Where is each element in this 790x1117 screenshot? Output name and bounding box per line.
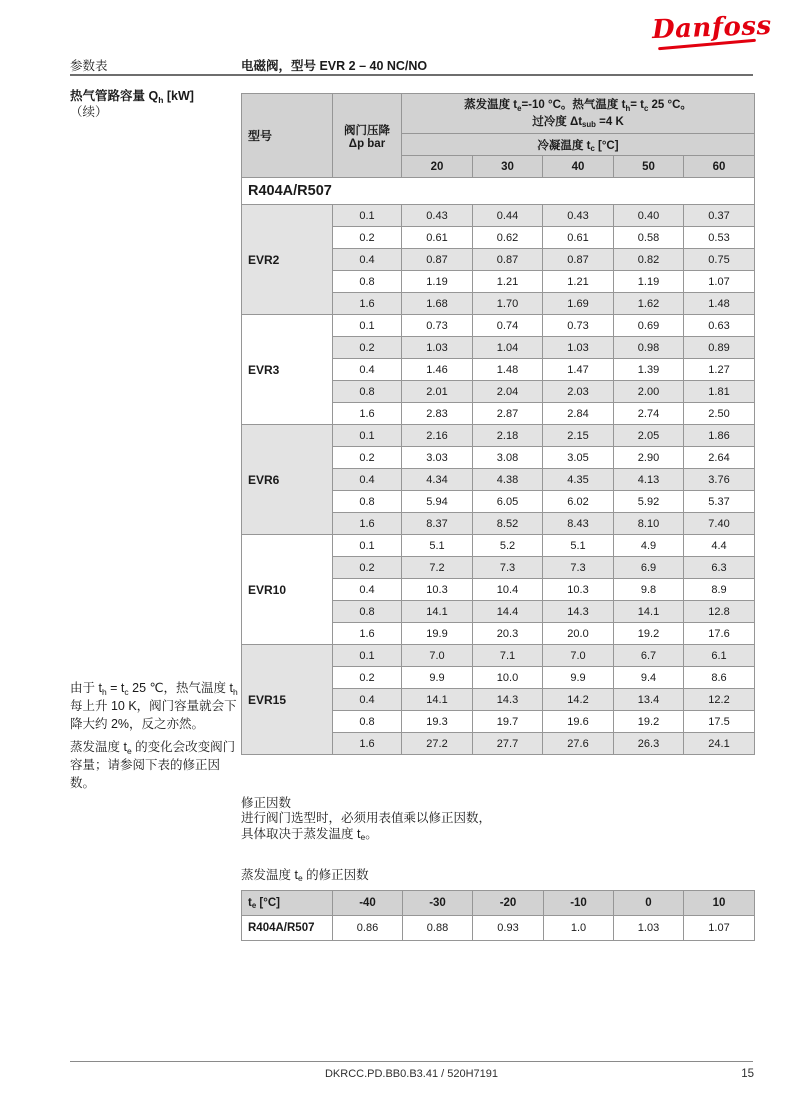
capacity-value-cell: 2.90: [614, 447, 684, 469]
pressure-drop-cell: 0.8: [333, 381, 402, 403]
capacity-value-cell: 12.8: [684, 601, 755, 623]
pressure-drop-cell: 0.2: [333, 227, 402, 249]
pressure-drop-cell: 0.2: [333, 447, 402, 469]
capacity-value-cell: 7.0: [543, 645, 614, 667]
capacity-value-cell: 9.9: [543, 667, 614, 689]
capacity-value-cell: 7.3: [543, 557, 614, 579]
correction-value-cell: 0.86: [333, 915, 403, 940]
capacity-value-cell: 0.87: [543, 249, 614, 271]
capacity-value-cell: 1.04: [473, 337, 543, 359]
capacity-value-cell: 19.9: [402, 623, 473, 645]
correction-value-cell: 1.07: [684, 915, 755, 940]
sidebar-note: [70, 679, 242, 792]
capacity-value-cell: 1.81: [684, 381, 755, 403]
capacity-value-cell: 27.6: [543, 733, 614, 755]
capacity-value-cell: 20.0: [543, 623, 614, 645]
correction-heading: 修正因数: [241, 796, 292, 810]
model-cell: EVR15: [242, 645, 333, 755]
capacity-value-cell: 2.50: [684, 403, 755, 425]
capacity-value-cell: 26.3: [614, 733, 684, 755]
capacity-value-cell: 14.3: [543, 601, 614, 623]
capacity-value-cell: 14.1: [402, 601, 473, 623]
page-header: [70, 56, 753, 74]
capacity-value-cell: 6.7: [614, 645, 684, 667]
capacity-value-cell: 7.1: [473, 645, 543, 667]
pressure-drop-cell: 0.1: [333, 205, 402, 227]
capacity-value-cell: 2.01: [402, 381, 473, 403]
temp-col-header: 50: [614, 156, 684, 178]
capacity-value-cell: 1.21: [543, 271, 614, 293]
capacity-value-cell: 4.4: [684, 535, 755, 557]
capacity-value-cell: 5.92: [614, 491, 684, 513]
capacity-value-cell: 14.2: [543, 689, 614, 711]
document-number: DKRCC.PD.BB0.B3.41 / 520H7191: [324, 1068, 499, 1080]
capacity-value-cell: 1.21: [473, 271, 543, 293]
refrigerant-section-label: R404A/R507: [242, 178, 755, 205]
capacity-value-cell: 2.18: [473, 425, 543, 447]
capacity-value-cell: 1.07: [684, 271, 755, 293]
pressure-drop-cell: 0.8: [333, 711, 402, 733]
capacity-value-cell: 2.74: [614, 403, 684, 425]
capacity-row: [242, 205, 755, 227]
capacity-value-cell: 14.3: [473, 689, 543, 711]
correction-value-cell: 0.88: [403, 915, 473, 940]
model-cell: EVR10: [242, 535, 333, 645]
capacity-value-cell: 1.48: [473, 359, 543, 381]
capacity-value-cell: 27.7: [473, 733, 543, 755]
pressure-drop-cell: 1.6: [333, 403, 402, 425]
correction-value-cell: 1.03: [614, 915, 684, 940]
te-value-header: -10: [544, 890, 614, 915]
capacity-value-cell: 1.03: [543, 337, 614, 359]
capacity-value-cell: 5.1: [402, 535, 473, 557]
model-cell: EVR2: [242, 205, 333, 315]
te-value-header: -20: [473, 890, 544, 915]
danfoss-logo: [651, 10, 773, 46]
main-content: [241, 93, 754, 941]
pressure-drop-cell: 0.8: [333, 491, 402, 513]
capacity-value-cell: 20.3: [473, 623, 543, 645]
capacity-value-cell: 19.2: [614, 711, 684, 733]
capacity-value-cell: 1.19: [402, 271, 473, 293]
capacity-value-cell: 5.37: [684, 491, 755, 513]
capacity-value-cell: 0.61: [402, 227, 473, 249]
capacity-value-cell: 6.02: [543, 491, 614, 513]
pressure-drop-cell: 0.1: [333, 535, 402, 557]
capacity-value-cell: 13.4: [614, 689, 684, 711]
capacity-value-cell: 10.3: [402, 579, 473, 601]
capacity-value-cell: 7.40: [684, 513, 755, 535]
capacity-value-cell: 8.52: [473, 513, 543, 535]
capacity-value-cell: 19.7: [473, 711, 543, 733]
capacity-value-cell: 2.87: [473, 403, 543, 425]
sidebar-note-paragraph: 由于 $t_h = t_c$ 25 ℃，热气温度 $t_h$ 每上升 10 K，阀门容量就会下降大约 2%，反之亦然。: [70, 681, 238, 731]
capacity-value-cell: 12.2: [684, 689, 755, 711]
capacity-value-cell: 5.1: [543, 535, 614, 557]
capacity-value-cell: 0.40: [614, 205, 684, 227]
capacity-value-cell: 0.58: [614, 227, 684, 249]
capacity-value-cell: 7.2: [402, 557, 473, 579]
capacity-value-cell: 1.19: [614, 271, 684, 293]
capacity-value-cell: 0.74: [473, 315, 543, 337]
capacity-value-cell: 1.03: [402, 337, 473, 359]
pressure-drop-cell: 1.6: [333, 513, 402, 535]
capacity-value-cell: 8.37: [402, 513, 473, 535]
capacity-value-cell: 1.46: [402, 359, 473, 381]
pressure-drop-label-cn: 阀门压降: [344, 124, 390, 137]
capacity-row: [242, 535, 755, 557]
capacity-value-cell: 2.15: [543, 425, 614, 447]
capacity-value-cell: 19.2: [614, 623, 684, 645]
capacity-value-cell: 5.2: [473, 535, 543, 557]
capacity-value-cell: 4.34: [402, 469, 473, 491]
capacity-row: [242, 315, 755, 337]
sidebar-note-paragraph: 蒸发温度 $t_e$ 的变化会改变阀门容量；请参阅下表的修正因数。: [70, 740, 236, 790]
pressure-drop-cell: 0.4: [333, 469, 402, 491]
danfoss-logo-text: Danfoss: [651, 10, 773, 46]
capacity-value-cell: 1.86: [684, 425, 755, 447]
capacity-continued: （续）: [70, 105, 108, 120]
capacity-value-cell: 14.4: [473, 601, 543, 623]
page-number: 15: [741, 1068, 754, 1080]
capacity-value-cell: 6.9: [614, 557, 684, 579]
te-col-header: $t_e$ [°C]: [242, 890, 333, 915]
pressure-drop-cell: 0.4: [333, 579, 402, 601]
capacity-value-cell: 0.98: [614, 337, 684, 359]
capacity-value-cell: 0.43: [543, 205, 614, 227]
pressure-drop-cell: 0.1: [333, 315, 402, 337]
capacity-value-cell: 1.68: [402, 293, 473, 315]
capacity-value-cell: 2.03: [543, 381, 614, 403]
page-title: 电磁阀，型号 EVR 2 – 40 NC/NO: [241, 59, 428, 73]
capacity-value-cell: 3.03: [402, 447, 473, 469]
conditions-line-1: 蒸发温度 $t_e=-10$ °C。热气温度 $t_h= t_c$ 25 °C。: [464, 99, 692, 113]
correction-header-row: [242, 890, 755, 915]
capacity-value-cell: 24.1: [684, 733, 755, 755]
correction-note-line-1: 进行阀门选型时，必须用表值乘以修正因数，: [241, 811, 492, 826]
capacity-value-cell: 1.62: [614, 293, 684, 315]
capacity-value-cell: 7.0: [402, 645, 473, 667]
capacity-value-cell: 0.37: [684, 205, 755, 227]
capacity-value-cell: 5.94: [402, 491, 473, 513]
correction-note-line-2: 具体取决于蒸发温度 $t_e$。: [241, 826, 378, 843]
capacity-value-cell: 10.0: [473, 667, 543, 689]
capacity-value-cell: 6.3: [684, 557, 755, 579]
capacity-value-cell: 0.89: [684, 337, 755, 359]
capacity-table-header: [242, 94, 755, 178]
correction-value-cell: 1.0: [544, 915, 614, 940]
capacity-value-cell: 10.3: [543, 579, 614, 601]
capacity-value-cell: 0.62: [473, 227, 543, 249]
capacity-value-cell: 2.00: [614, 381, 684, 403]
capacity-value-cell: 7.3: [473, 557, 543, 579]
capacity-value-cell: 8.6: [684, 667, 755, 689]
te-value-header: -30: [403, 890, 473, 915]
capacity-value-cell: 19.3: [402, 711, 473, 733]
correction-row-label: R404A/R507: [242, 915, 333, 940]
capacity-value-cell: 2.16: [402, 425, 473, 447]
pressure-drop-cell: 0.8: [333, 271, 402, 293]
pressure-drop-cell: 0.2: [333, 557, 402, 579]
temp-col-header: 30: [473, 156, 543, 178]
capacity-value-cell: 1.47: [543, 359, 614, 381]
capacity-value-cell: 14.1: [614, 601, 684, 623]
capacity-value-cell: 2.64: [684, 447, 755, 469]
pressure-drop-cell: 0.8: [333, 601, 402, 623]
capacity-value-cell: 1.48: [684, 293, 755, 315]
capacity-value-cell: 2.84: [543, 403, 614, 425]
pressure-drop-cell: 0.1: [333, 425, 402, 447]
capacity-value-cell: 3.76: [684, 469, 755, 491]
pressure-drop-cell: 0.4: [333, 249, 402, 271]
capacity-value-cell: 6.1: [684, 645, 755, 667]
correction-value-cell: 0.93: [473, 915, 544, 940]
capacity-value-cell: 1.39: [614, 359, 684, 381]
pressure-drop-cell: 0.2: [333, 337, 402, 359]
te-value-header: 10: [684, 890, 755, 915]
capacity-value-cell: 4.9: [614, 535, 684, 557]
te-value-header: -40: [333, 890, 403, 915]
pressure-drop-cell: 1.6: [333, 293, 402, 315]
capacity-value-cell: 1.69: [543, 293, 614, 315]
capacity-value-cell: 14.1: [402, 689, 473, 711]
capacity-value-cell: 9.8: [614, 579, 684, 601]
capacity-value-cell: 0.82: [614, 249, 684, 271]
capacity-value-cell: 0.87: [402, 249, 473, 271]
capacity-row: [242, 645, 755, 667]
capacity-value-cell: 0.73: [543, 315, 614, 337]
capacity-value-cell: 19.6: [543, 711, 614, 733]
correction-notes: [241, 796, 754, 842]
capacity-value-cell: 8.9: [684, 579, 755, 601]
footer-divider: [70, 1061, 753, 1062]
pressure-drop-cell: 0.4: [333, 359, 402, 381]
pressure-drop-cell: 0.2: [333, 667, 402, 689]
capacity-value-cell: 8.43: [543, 513, 614, 535]
capacity-value-cell: 4.35: [543, 469, 614, 491]
condensing-temp-header: 冷凝温度 $t_c$ [°C]: [402, 134, 755, 156]
capacity-value-cell: 17.6: [684, 623, 755, 645]
capacity-value-cell: 9.4: [614, 667, 684, 689]
correction-table-title: 蒸发温度 $t_e$ 的修正因数: [241, 867, 369, 884]
capacity-value-cell: 2.05: [614, 425, 684, 447]
capacity-value-cell: 2.04: [473, 381, 543, 403]
capacity-value-cell: 4.38: [473, 469, 543, 491]
col-header-pressure-drop: [333, 94, 402, 178]
pressure-drop-cell: 1.6: [333, 623, 402, 645]
refrigerant-section-row: [242, 178, 755, 205]
capacity-value-cell: 0.87: [473, 249, 543, 271]
capacity-value-cell: 0.63: [684, 315, 755, 337]
capacity-value-cell: 0.61: [543, 227, 614, 249]
capacity-value-cell: 4.13: [614, 469, 684, 491]
capacity-table: [241, 93, 755, 755]
capacity-value-cell: 0.53: [684, 227, 755, 249]
temp-col-header: 60: [684, 156, 755, 178]
capacity-value-cell: 6.05: [473, 491, 543, 513]
capacity-title: 热气管路容量 $Q_h$ [kW]: [70, 89, 194, 105]
capacity-value-cell: 9.9: [402, 667, 473, 689]
correction-factor-table: [241, 890, 755, 941]
pressure-drop-label-unit: Δp bar: [348, 137, 386, 150]
capacity-value-cell: 8.10: [614, 513, 684, 535]
conditions-line-2: 过冷度 $\Delta t_{sub} =4$ K: [532, 115, 624, 129]
header-divider: [70, 74, 753, 76]
capacity-value-cell: 1.27: [684, 359, 755, 381]
pressure-drop-cell: 0.4: [333, 689, 402, 711]
temp-col-header: 40: [543, 156, 614, 178]
section-label: 参数表: [70, 59, 108, 73]
capacity-value-cell: 3.05: [543, 447, 614, 469]
capacity-value-cell: 1.70: [473, 293, 543, 315]
col-header-model: 型号: [242, 94, 333, 178]
capacity-value-cell: 0.73: [402, 315, 473, 337]
capacity-value-cell: 10.4: [473, 579, 543, 601]
te-value-header: 0: [614, 890, 684, 915]
capacity-title-block: [70, 88, 238, 121]
model-cell: EVR6: [242, 425, 333, 535]
temp-col-header: 20: [402, 156, 473, 178]
capacity-row: [242, 425, 755, 447]
capacity-value-cell: 17.5: [684, 711, 755, 733]
pressure-drop-cell: 0.1: [333, 645, 402, 667]
capacity-value-cell: 0.44: [473, 205, 543, 227]
capacity-value-cell: 2.83: [402, 403, 473, 425]
capacity-value-cell: 27.2: [402, 733, 473, 755]
capacity-value-cell: 3.08: [473, 447, 543, 469]
correction-data-row: [242, 915, 755, 940]
model-cell: EVR3: [242, 315, 333, 425]
capacity-table-body: [242, 178, 755, 755]
capacity-value-cell: 0.69: [614, 315, 684, 337]
pressure-drop-cell: 1.6: [333, 733, 402, 755]
conditions-header: [402, 94, 755, 134]
capacity-value-cell: 0.43: [402, 205, 473, 227]
capacity-value-cell: 0.75: [684, 249, 755, 271]
